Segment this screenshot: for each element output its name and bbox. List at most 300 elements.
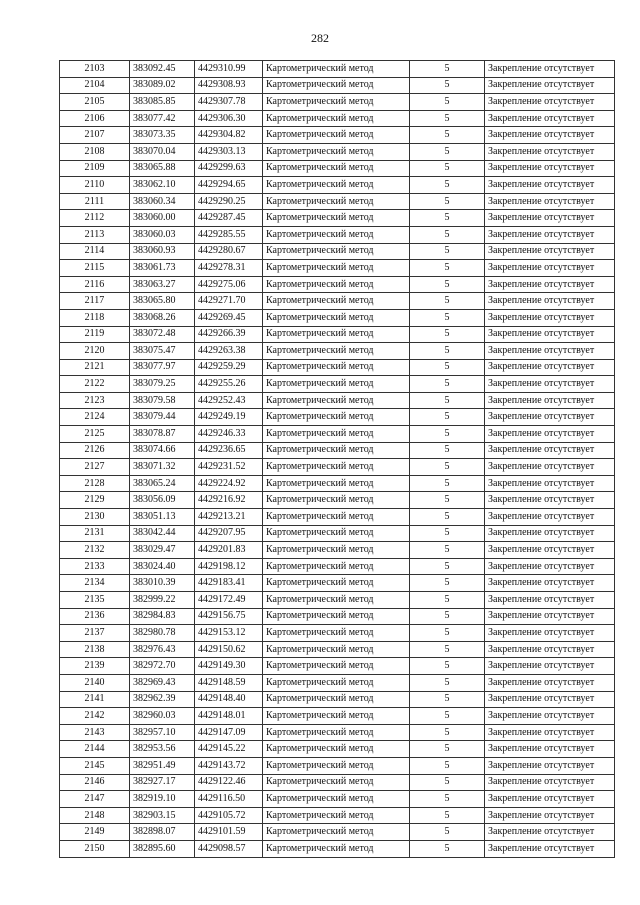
y-coordinate-cell: 4429148.40: [195, 691, 263, 708]
error-cell: 5: [410, 525, 485, 542]
point-number-cell: 2112: [60, 210, 130, 227]
method-cell: Картометрический метод: [263, 359, 410, 376]
x-coordinate-cell: 383092.45: [130, 61, 195, 78]
error-cell: 5: [410, 708, 485, 725]
method-cell: Картометрический метод: [263, 509, 410, 526]
table-row: [60, 143, 615, 160]
table-row: [60, 475, 615, 492]
error-cell: 5: [410, 193, 485, 210]
table-row: [60, 691, 615, 708]
fixing-cell: Закрепление отсутствует: [485, 741, 615, 758]
method-cell: Картометрический метод: [263, 558, 410, 575]
point-number-cell: 2124: [60, 409, 130, 426]
table-row: [60, 77, 615, 94]
error-cell: 5: [410, 608, 485, 625]
method-cell: Картометрический метод: [263, 226, 410, 243]
x-coordinate-cell: 383065.24: [130, 475, 195, 492]
point-number-cell: 2109: [60, 160, 130, 177]
table-row: [60, 641, 615, 658]
y-coordinate-cell: 4429280.67: [195, 243, 263, 260]
fixing-cell: Закрепление отсутствует: [485, 608, 615, 625]
fixing-cell: Закрепление отсутствует: [485, 392, 615, 409]
method-cell: Картометрический метод: [263, 691, 410, 708]
x-coordinate-cell: 382972.70: [130, 658, 195, 675]
fixing-cell: Закрепление отсутствует: [485, 625, 615, 642]
method-cell: Картометрический метод: [263, 774, 410, 791]
table-row: [60, 359, 615, 376]
point-number-cell: 2127: [60, 459, 130, 476]
y-coordinate-cell: 4429255.26: [195, 376, 263, 393]
table-row: [60, 741, 615, 758]
y-coordinate-cell: 4429153.12: [195, 625, 263, 642]
method-cell: Картометрический метод: [263, 791, 410, 808]
error-cell: 5: [410, 160, 485, 177]
point-number-cell: 2111: [60, 193, 130, 210]
fixing-cell: Закрепление отсутствует: [485, 309, 615, 326]
method-cell: Картометрический метод: [263, 807, 410, 824]
fixing-cell: Закрепление отсутствует: [485, 326, 615, 343]
error-cell: 5: [410, 592, 485, 609]
y-coordinate-cell: 4429275.06: [195, 276, 263, 293]
x-coordinate-cell: 383065.80: [130, 293, 195, 310]
error-cell: 5: [410, 293, 485, 310]
error-cell: 5: [410, 143, 485, 160]
error-cell: 5: [410, 575, 485, 592]
method-cell: Картометрический метод: [263, 193, 410, 210]
y-coordinate-cell: 4429183.41: [195, 575, 263, 592]
y-coordinate-cell: 4429143.72: [195, 757, 263, 774]
point-number-cell: 2122: [60, 376, 130, 393]
error-cell: 5: [410, 426, 485, 443]
x-coordinate-cell: 383073.35: [130, 127, 195, 144]
y-coordinate-cell: 4429213.21: [195, 509, 263, 526]
point-number-cell: 2115: [60, 260, 130, 277]
x-coordinate-cell: 383075.47: [130, 343, 195, 360]
error-cell: 5: [410, 309, 485, 326]
y-coordinate-cell: 4429304.82: [195, 127, 263, 144]
method-cell: Картометрический метод: [263, 210, 410, 227]
x-coordinate-cell: 383077.97: [130, 359, 195, 376]
fixing-cell: Закрепление отсутствует: [485, 193, 615, 210]
point-number-cell: 2150: [60, 840, 130, 857]
method-cell: Картометрический метод: [263, 757, 410, 774]
x-coordinate-cell: 383072.48: [130, 326, 195, 343]
method-cell: Картометрический метод: [263, 708, 410, 725]
x-coordinate-cell: 383060.03: [130, 226, 195, 243]
point-number-cell: 2133: [60, 558, 130, 575]
y-coordinate-cell: 4429116.50: [195, 791, 263, 808]
table-row: [60, 708, 615, 725]
method-cell: Картометрический метод: [263, 840, 410, 857]
x-coordinate-cell: 383060.93: [130, 243, 195, 260]
y-coordinate-cell: 4429098.57: [195, 840, 263, 857]
fixing-cell: Закрепление отсутствует: [485, 807, 615, 824]
table-row: [60, 492, 615, 509]
y-coordinate-cell: 4429249.19: [195, 409, 263, 426]
table-row: [60, 177, 615, 194]
error-cell: 5: [410, 475, 485, 492]
method-cell: Картометрический метод: [263, 459, 410, 476]
error-cell: 5: [410, 110, 485, 127]
y-coordinate-cell: 4429308.93: [195, 77, 263, 94]
error-cell: 5: [410, 459, 485, 476]
table-row: [60, 61, 615, 78]
x-coordinate-cell: 382957.10: [130, 724, 195, 741]
point-number-cell: 2126: [60, 442, 130, 459]
method-cell: Картометрический метод: [263, 392, 410, 409]
fixing-cell: Закрепление отсутствует: [485, 77, 615, 94]
error-cell: 5: [410, 625, 485, 642]
error-cell: 5: [410, 177, 485, 194]
x-coordinate-cell: 382919.10: [130, 791, 195, 808]
fixing-cell: Закрепление отсутствует: [485, 840, 615, 857]
fixing-cell: Закрепление отсутствует: [485, 774, 615, 791]
x-coordinate-cell: 382999.22: [130, 592, 195, 609]
table-row: [60, 127, 615, 144]
point-number-cell: 2128: [60, 475, 130, 492]
y-coordinate-cell: 4429285.55: [195, 226, 263, 243]
x-coordinate-cell: 382953.56: [130, 741, 195, 758]
error-cell: 5: [410, 210, 485, 227]
error-cell: 5: [410, 741, 485, 758]
y-coordinate-cell: 4429172.49: [195, 592, 263, 609]
fixing-cell: Закрепление отсутствует: [485, 824, 615, 841]
x-coordinate-cell: 383056.09: [130, 492, 195, 509]
fixing-cell: Закрепление отсутствует: [485, 558, 615, 575]
table-row: [60, 293, 615, 310]
method-cell: Картометрический метод: [263, 824, 410, 841]
method-cell: Картометрический метод: [263, 61, 410, 78]
method-cell: Картометрический метод: [263, 442, 410, 459]
point-number-cell: 2139: [60, 658, 130, 675]
x-coordinate-cell: 383060.34: [130, 193, 195, 210]
method-cell: Картометрический метод: [263, 426, 410, 443]
table-row: [60, 459, 615, 476]
table-row: [60, 94, 615, 111]
error-cell: 5: [410, 409, 485, 426]
point-number-cell: 2108: [60, 143, 130, 160]
error-cell: 5: [410, 359, 485, 376]
method-cell: Картометрический метод: [263, 674, 410, 691]
point-number-cell: 2106: [60, 110, 130, 127]
fixing-cell: Закрепление отсутствует: [485, 658, 615, 675]
x-coordinate-cell: 382960.03: [130, 708, 195, 725]
y-coordinate-cell: 4429201.83: [195, 542, 263, 559]
y-coordinate-cell: 4429307.78: [195, 94, 263, 111]
table-row: [60, 426, 615, 443]
method-cell: Картометрический метод: [263, 309, 410, 326]
point-number-cell: 2120: [60, 343, 130, 360]
method-cell: Картометрический метод: [263, 542, 410, 559]
y-coordinate-cell: 4429246.33: [195, 426, 263, 443]
point-number-cell: 2145: [60, 757, 130, 774]
table-row: [60, 210, 615, 227]
fixing-cell: Закрепление отсутствует: [485, 260, 615, 277]
table-row: [60, 542, 615, 559]
y-coordinate-cell: 4429231.52: [195, 459, 263, 476]
point-number-cell: 2129: [60, 492, 130, 509]
error-cell: 5: [410, 674, 485, 691]
table-row: [60, 807, 615, 824]
point-number-cell: 2125: [60, 426, 130, 443]
y-coordinate-cell: 4429299.63: [195, 160, 263, 177]
fixing-cell: Закрепление отсутствует: [485, 757, 615, 774]
x-coordinate-cell: 383070.04: [130, 143, 195, 160]
fixing-cell: Закрепление отсутствует: [485, 791, 615, 808]
fixing-cell: Закрепление отсутствует: [485, 575, 615, 592]
error-cell: 5: [410, 757, 485, 774]
table-row: [60, 525, 615, 542]
table-row: [60, 110, 615, 127]
point-number-cell: 2137: [60, 625, 130, 642]
fixing-cell: Закрепление отсутствует: [485, 542, 615, 559]
y-coordinate-cell: 4429266.39: [195, 326, 263, 343]
table-row: [60, 509, 615, 526]
point-number-cell: 2119: [60, 326, 130, 343]
error-cell: 5: [410, 226, 485, 243]
method-cell: Картометрический метод: [263, 525, 410, 542]
fixing-cell: Закрепление отсутствует: [485, 459, 615, 476]
error-cell: 5: [410, 326, 485, 343]
fixing-cell: Закрепление отсутствует: [485, 143, 615, 160]
error-cell: 5: [410, 791, 485, 808]
error-cell: 5: [410, 376, 485, 393]
point-number-cell: 2148: [60, 807, 130, 824]
fixing-cell: Закрепление отсутствует: [485, 243, 615, 260]
method-cell: Картометрический метод: [263, 243, 410, 260]
x-coordinate-cell: 383065.88: [130, 160, 195, 177]
method-cell: Картометрический метод: [263, 625, 410, 642]
y-coordinate-cell: 4429287.45: [195, 210, 263, 227]
point-number-cell: 2143: [60, 724, 130, 741]
error-cell: 5: [410, 276, 485, 293]
x-coordinate-cell: 382962.39: [130, 691, 195, 708]
fixing-cell: Закрепление отсутствует: [485, 110, 615, 127]
error-cell: 5: [410, 94, 485, 111]
error-cell: 5: [410, 774, 485, 791]
error-cell: 5: [410, 807, 485, 824]
method-cell: Картометрический метод: [263, 143, 410, 160]
fixing-cell: Закрепление отсутствует: [485, 442, 615, 459]
method-cell: Картометрический метод: [263, 658, 410, 675]
x-coordinate-cell: 383063.27: [130, 276, 195, 293]
y-coordinate-cell: 4429147.09: [195, 724, 263, 741]
y-coordinate-cell: 4429207.95: [195, 525, 263, 542]
point-number-cell: 2144: [60, 741, 130, 758]
y-coordinate-cell: 4429156.75: [195, 608, 263, 625]
y-coordinate-cell: 4429105.72: [195, 807, 263, 824]
error-cell: 5: [410, 492, 485, 509]
x-coordinate-cell: 383071.32: [130, 459, 195, 476]
table-row: [60, 409, 615, 426]
x-coordinate-cell: 382898.07: [130, 824, 195, 841]
point-number-cell: 2103: [60, 61, 130, 78]
table-row: [60, 276, 615, 293]
table-row: [60, 260, 615, 277]
point-number-cell: 2121: [60, 359, 130, 376]
x-coordinate-cell: 383029.47: [130, 542, 195, 559]
fixing-cell: Закрепление отсутствует: [485, 210, 615, 227]
table-row: [60, 791, 615, 808]
x-coordinate-cell: 383089.02: [130, 77, 195, 94]
table-row: [60, 824, 615, 841]
fixing-cell: Закрепление отсутствует: [485, 343, 615, 360]
fixing-cell: Закрепление отсутствует: [485, 674, 615, 691]
y-coordinate-cell: 4429263.38: [195, 343, 263, 360]
error-cell: 5: [410, 442, 485, 459]
table-row: [60, 592, 615, 609]
x-coordinate-cell: 383079.25: [130, 376, 195, 393]
error-cell: 5: [410, 658, 485, 675]
fixing-cell: Закрепление отсутствует: [485, 226, 615, 243]
error-cell: 5: [410, 840, 485, 857]
y-coordinate-cell: 4429198.12: [195, 558, 263, 575]
point-number-cell: 2140: [60, 674, 130, 691]
x-coordinate-cell: 383068.26: [130, 309, 195, 326]
fixing-cell: Закрепление отсутствует: [485, 592, 615, 609]
method-cell: Картометрический метод: [263, 293, 410, 310]
point-number-cell: 2132: [60, 542, 130, 559]
point-number-cell: 2131: [60, 525, 130, 542]
point-number-cell: 2138: [60, 641, 130, 658]
x-coordinate-cell: 383042.44: [130, 525, 195, 542]
error-cell: 5: [410, 641, 485, 658]
point-number-cell: 2105: [60, 94, 130, 111]
x-coordinate-cell: 383051.13: [130, 509, 195, 526]
fixing-cell: Закрепление отсутствует: [485, 691, 615, 708]
point-number-cell: 2104: [60, 77, 130, 94]
y-coordinate-cell: 4429148.59: [195, 674, 263, 691]
y-coordinate-cell: 4429148.01: [195, 708, 263, 725]
error-cell: 5: [410, 343, 485, 360]
method-cell: Картометрический метод: [263, 376, 410, 393]
method-cell: Картометрический метод: [263, 741, 410, 758]
point-number-cell: 2149: [60, 824, 130, 841]
method-cell: Картометрический метод: [263, 592, 410, 609]
table-row: [60, 658, 615, 675]
x-coordinate-cell: 383062.10: [130, 177, 195, 194]
fixing-cell: Закрепление отсутствует: [485, 94, 615, 111]
fixing-cell: Закрепление отсутствует: [485, 177, 615, 194]
y-coordinate-cell: 4429216.92: [195, 492, 263, 509]
point-number-cell: 2135: [60, 592, 130, 609]
y-coordinate-cell: 4429290.25: [195, 193, 263, 210]
error-cell: 5: [410, 243, 485, 260]
x-coordinate-cell: 382976.43: [130, 641, 195, 658]
method-cell: Картометрический метод: [263, 475, 410, 492]
table-row: [60, 442, 615, 459]
table-row: [60, 243, 615, 260]
x-coordinate-cell: 383078.87: [130, 426, 195, 443]
y-coordinate-cell: 4429145.22: [195, 741, 263, 758]
y-coordinate-cell: 4429149.30: [195, 658, 263, 675]
x-coordinate-cell: 383079.44: [130, 409, 195, 426]
fixing-cell: Закрепление отсутствует: [485, 724, 615, 741]
x-coordinate-cell: 382969.43: [130, 674, 195, 691]
x-coordinate-cell: 382951.49: [130, 757, 195, 774]
x-coordinate-cell: 383010.39: [130, 575, 195, 592]
method-cell: Картометрический метод: [263, 492, 410, 509]
y-coordinate-cell: 4429150.62: [195, 641, 263, 658]
error-cell: 5: [410, 509, 485, 526]
error-cell: 5: [410, 77, 485, 94]
error-cell: 5: [410, 127, 485, 144]
table-row: [60, 309, 615, 326]
point-number-cell: 2117: [60, 293, 130, 310]
method-cell: Картометрический метод: [263, 94, 410, 111]
x-coordinate-cell: 383061.73: [130, 260, 195, 277]
fixing-cell: Закрепление отсутствует: [485, 475, 615, 492]
fixing-cell: Закрепление отсутствует: [485, 127, 615, 144]
x-coordinate-cell: 382980.78: [130, 625, 195, 642]
fixing-cell: Закрепление отсутствует: [485, 160, 615, 177]
table-row: [60, 226, 615, 243]
fixing-cell: Закрепление отсутствует: [485, 426, 615, 443]
point-number-cell: 2142: [60, 708, 130, 725]
point-number-cell: 2110: [60, 177, 130, 194]
x-coordinate-cell: 382927.17: [130, 774, 195, 791]
y-coordinate-cell: 4429101.59: [195, 824, 263, 841]
y-coordinate-cell: 4429294.65: [195, 177, 263, 194]
fixing-cell: Закрепление отсутствует: [485, 376, 615, 393]
point-number-cell: 2118: [60, 309, 130, 326]
table-row: [60, 674, 615, 691]
point-number-cell: 2130: [60, 509, 130, 526]
table-row: [60, 575, 615, 592]
table-row: [60, 840, 615, 857]
x-coordinate-cell: 383074.66: [130, 442, 195, 459]
fixing-cell: Закрепление отсутствует: [485, 276, 615, 293]
fixing-cell: Закрепление отсутствует: [485, 708, 615, 725]
method-cell: Картометрический метод: [263, 110, 410, 127]
method-cell: Картометрический метод: [263, 177, 410, 194]
y-coordinate-cell: 4429271.70: [195, 293, 263, 310]
point-number-cell: 2141: [60, 691, 130, 708]
y-coordinate-cell: 4429122.46: [195, 774, 263, 791]
y-coordinate-cell: 4429259.29: [195, 359, 263, 376]
table-row: [60, 376, 615, 393]
fixing-cell: Закрепление отсутствует: [485, 293, 615, 310]
table-row: [60, 558, 615, 575]
fixing-cell: Закрепление отсутствует: [485, 641, 615, 658]
point-number-cell: 2123: [60, 392, 130, 409]
method-cell: Картометрический метод: [263, 409, 410, 426]
y-coordinate-cell: 4429306.30: [195, 110, 263, 127]
point-number-cell: 2107: [60, 127, 130, 144]
x-coordinate-cell: 383079.58: [130, 392, 195, 409]
x-coordinate-cell: 382984.83: [130, 608, 195, 625]
point-number-cell: 2134: [60, 575, 130, 592]
table-row: [60, 193, 615, 210]
fixing-cell: Закрепление отсутствует: [485, 525, 615, 542]
error-cell: 5: [410, 542, 485, 559]
error-cell: 5: [410, 558, 485, 575]
error-cell: 5: [410, 392, 485, 409]
method-cell: Картометрический метод: [263, 160, 410, 177]
x-coordinate-cell: 383085.85: [130, 94, 195, 111]
table-row: [60, 392, 615, 409]
y-coordinate-cell: 4429269.45: [195, 309, 263, 326]
fixing-cell: Закрепление отсутствует: [485, 359, 615, 376]
method-cell: Картометрический метод: [263, 343, 410, 360]
y-coordinate-cell: 4429224.92: [195, 475, 263, 492]
y-coordinate-cell: 4429278.31: [195, 260, 263, 277]
y-coordinate-cell: 4429252.43: [195, 392, 263, 409]
method-cell: Картометрический метод: [263, 260, 410, 277]
point-number-cell: 2116: [60, 276, 130, 293]
table-row: [60, 343, 615, 360]
x-coordinate-cell: 383024.40: [130, 558, 195, 575]
